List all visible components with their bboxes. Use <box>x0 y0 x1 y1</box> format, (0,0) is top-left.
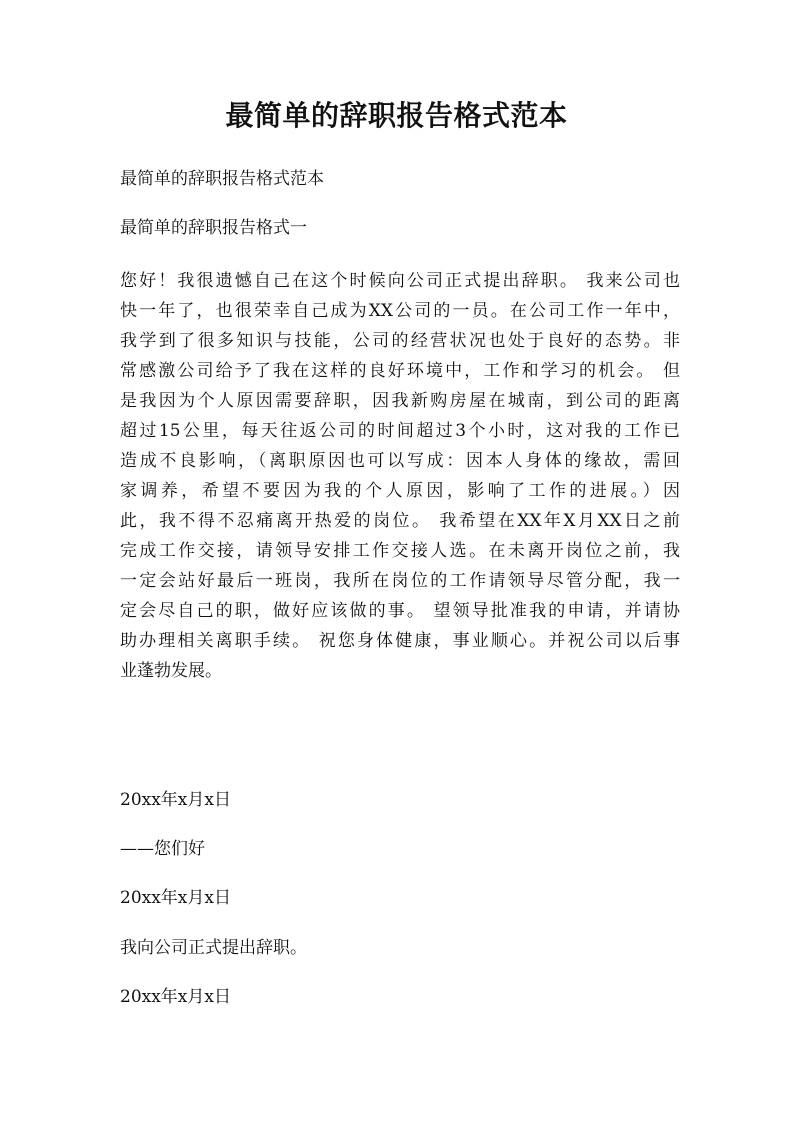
body-line: 造成不良影响，（离职原因也可以写成：因本人身体的缘故，需回 <box>120 451 680 471</box>
body-line: 此，我不得不忍痛离开热爱的岗位。 我希望在XX年X月XX日之前 <box>120 511 680 531</box>
body-line: 一定会站好最后一班岗，我所在岗位的工作请领导尽管分配，我一 <box>120 571 680 591</box>
letter-body <box>120 266 680 686</box>
greeting-line: ——您们好 <box>120 839 205 859</box>
body-line: 是我因为个人原因需要辞职，因我新购房屋在城南，到公司的距离 <box>120 391 680 411</box>
date-line-2: 20xx年x月x日 <box>120 888 231 908</box>
body-line: 超过15公里，每天往返公司的时间超过3个小时，这对我的工作已 <box>120 421 680 441</box>
body-line: 助办理相关离职手续。 祝您身体健康，事业顺心。并祝公司以后事 <box>120 631 680 651</box>
statement-line: 我向公司正式提出辞职。 <box>120 938 307 958</box>
body-line: 常感激公司给予了我在这样的良好环境中，工作和学习的机会。 但 <box>120 361 680 381</box>
body-line: 您好！我很遗憾自己在这个时候向公司正式提出辞职。 我来公司也 <box>120 271 680 291</box>
date-line-1: 20xx年x月x日 <box>120 790 231 810</box>
body-line: 家调养，希望不要因为我的个人原因，影响了工作的进展。）因 <box>120 481 680 501</box>
document-title: 最简单的辞职报告格式范本 <box>225 99 568 132</box>
document-subtitle: 最简单的辞职报告格式范本 <box>120 169 324 189</box>
body-line: 完成工作交接，请领导安排工作交接人选。在未离开岗位之前，我 <box>120 541 680 561</box>
body-line: 业蓬勃发展。 <box>120 661 222 681</box>
section-heading: 最简单的辞职报告格式一 <box>120 218 307 238</box>
body-line: 我学到了很多知识与技能，公司的经营状况也处于良好的态势。非 <box>120 331 680 351</box>
body-line: 定会尽自己的职，做好应该做的事。 望领导批准我的申请，并请协 <box>120 601 680 621</box>
body-line: 快一年了，也很荣幸自己成为XX公司的一员。在公司工作一年中， <box>120 301 680 321</box>
date-line-3: 20xx年x月x日 <box>120 987 231 1007</box>
